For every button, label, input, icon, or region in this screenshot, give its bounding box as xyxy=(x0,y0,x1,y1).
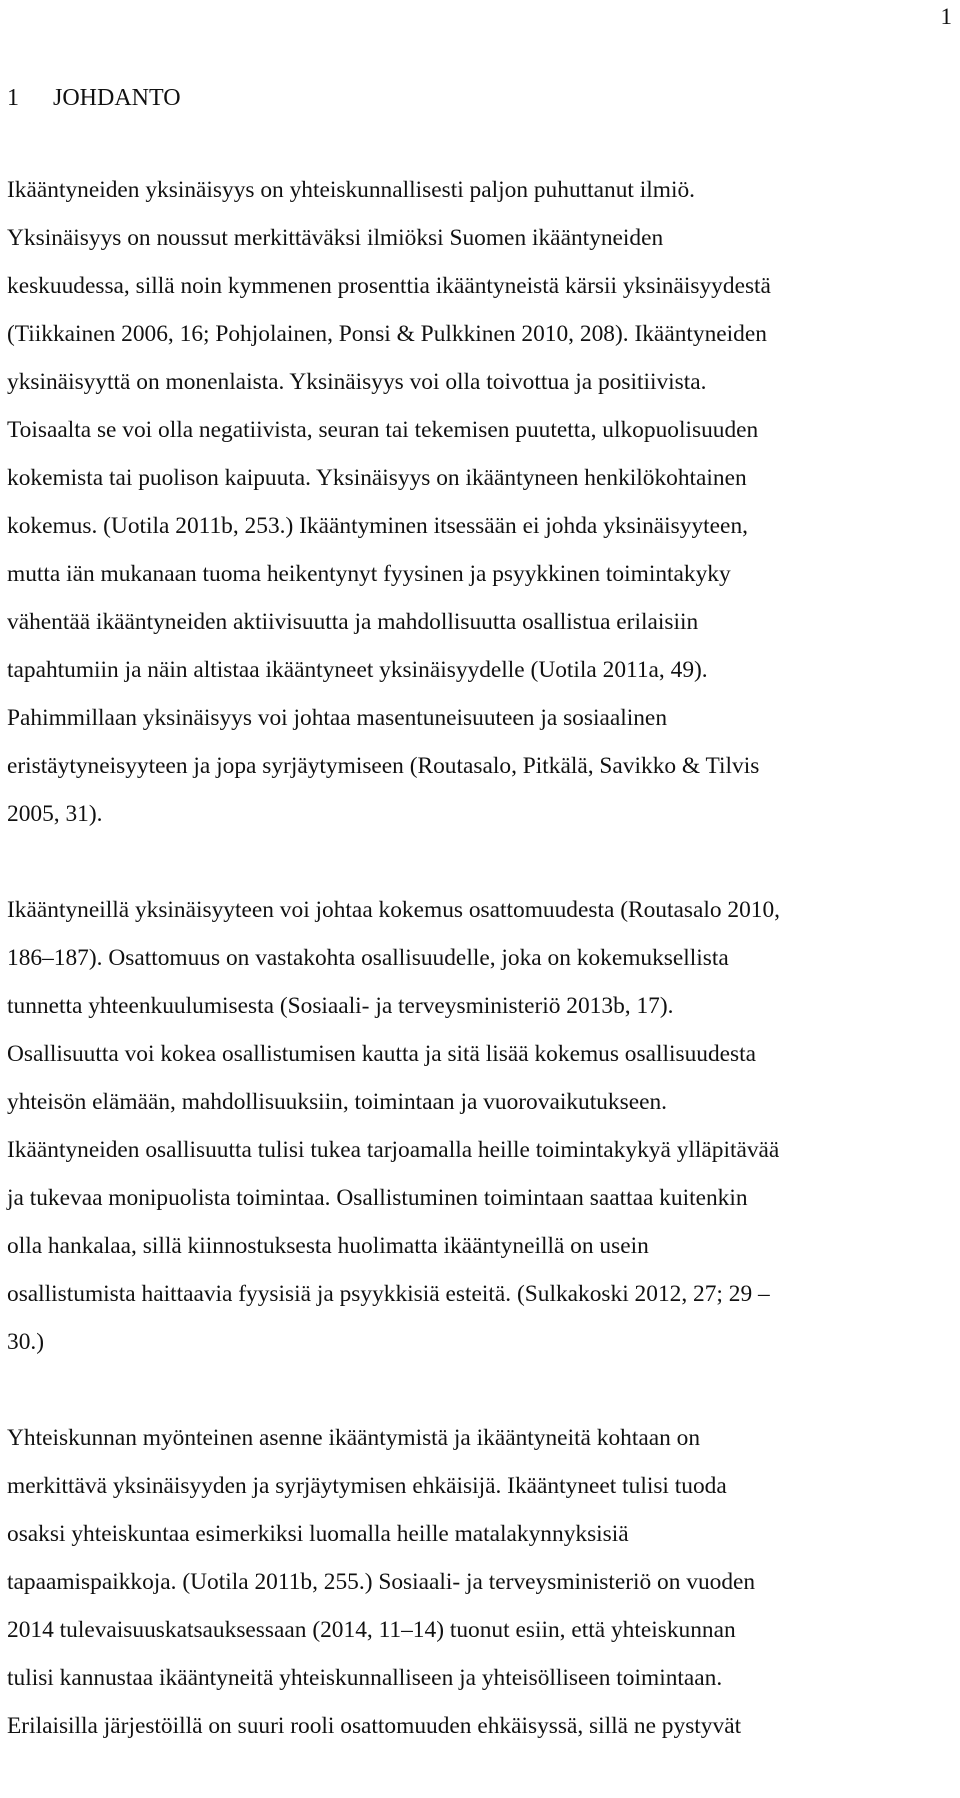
text-line: Yksinäisyys on noussut merkittäväksi ilmiöksi Suomen ikääntyneiden xyxy=(7,225,664,251)
text-line: (Tiikkainen 2006, 16; Pohjolainen, Ponsi & Pulkkinen 2010, 208). Ikääntyneiden xyxy=(7,321,767,347)
text-line: osaksi yhteiskuntaa esimerkiksi luomalla heille matalakynnyksisiä xyxy=(7,1521,629,1547)
text-line: vähentää ikääntyneiden aktiivisuutta ja mahdollisuutta osallistua erilaisiin xyxy=(7,609,699,635)
text-line: Toisaalta se voi olla negatiivista, seuran tai tekemisen puutetta, ulkopuolisuuden xyxy=(7,417,759,443)
text-line: ja tukevaa monipuolista toimintaa. Osallistuminen toimintaan saattaa kuitenkin xyxy=(7,1185,748,1211)
text-line: yhteisön elämään, mahdollisuuksiin, toimintaan ja vuorovaikutukseen. xyxy=(7,1089,668,1115)
text-line: Ikääntyneillä yksinäisyyteen voi johtaa kokemus osattomuudesta (Routasalo 2010, xyxy=(7,897,781,923)
text-line: eristäytyneisyyteen ja jopa syrjäytymiseen (Routasalo, Pitkälä, Savikko & Tilvis xyxy=(7,753,760,779)
text-line: osallistumista haittaavia fyysisiä ja psyykkisiä esteitä. (Sulkakoski 2012, 27; 29 – xyxy=(7,1281,770,1307)
text-line: 2014 tulevaisuuskatsauksessaan (2014, 11–14) tuonut esiin, että yhteiskunnan xyxy=(7,1617,736,1643)
chapter-heading xyxy=(7,80,957,116)
chapter-title: JOHDANTO xyxy=(53,85,181,111)
text-line: Ikääntyneiden osallisuutta tulisi tukea tarjoamalla heille toimintakykyä ylläpitävää xyxy=(7,1137,780,1163)
body-text xyxy=(7,166,957,1750)
text-line: Pahimmillaan yksinäisyys voi johtaa masentuneisuuteen ja sosiaalinen xyxy=(7,705,668,731)
text-line: yksinäisyyttä on monenlaista. Yksinäisyys voi olla toivottua ja positiivista. xyxy=(7,369,707,395)
text-line: tapaamispaikkoja. (Uotila 2011b, 255.) Sosiaali- ja terveysministeriö on vuoden xyxy=(7,1569,756,1595)
text-line: tunnetta yhteenkuulumisesta (Sosiaali- ja terveysministeriö 2013b, 17). xyxy=(7,993,674,1019)
page-number: 1 xyxy=(940,4,952,29)
paragraph-1 xyxy=(7,166,957,838)
text-line: Yhteiskunnan myönteinen asenne ikääntymistä ja ikääntyneitä kohtaan on xyxy=(7,1425,701,1451)
text-line: mutta iän mukanaan tuoma heikentynyt fyysinen ja psyykkinen toimintakyky xyxy=(7,561,731,587)
text-line: merkittävä yksinäisyyden ja syrjäytymisen ehkäisijä. Ikääntyneet tulisi tuoda xyxy=(7,1473,727,1499)
text-line: Ikääntyneiden yksinäisyys on yhteiskunnallisesti paljon puhuttanut ilmiö. xyxy=(7,177,695,203)
text-line: Erilaisilla järjestöillä on suuri rooli osattomuuden ehkäisyssä, sillä ne pystyvät xyxy=(7,1713,742,1739)
text-line: tulisi kannustaa ikääntyneitä yhteiskunnalliseen ja yhteisölliseen toimintaan. xyxy=(7,1665,723,1691)
paragraph-2 xyxy=(7,886,957,1366)
text-line: keskuudessa, sillä noin kymmenen prosenttia ikääntyneistä kärsii yksinäisyydestä xyxy=(7,273,771,299)
text-line: Osallisuutta voi kokea osallistumisen kautta ja sitä lisää kokemus osallisuudesta xyxy=(7,1041,757,1067)
page-content xyxy=(7,80,957,1798)
text-line: tapahtumiin ja näin altistaa ikääntyneet yksinäisyydelle (Uotila 2011a, 49). xyxy=(7,657,708,683)
text-line: kokemus. (Uotila 2011b, 253.) Ikääntyminen itsessään ei johda yksinäisyyteen, xyxy=(7,513,748,539)
text-line: 30.) xyxy=(7,1329,45,1355)
text-line: 2005, 31). xyxy=(7,801,103,827)
text-line: kokemista tai puolison kaipuuta. Yksinäisyys on ikääntyneen henkilökohtainen xyxy=(7,465,747,491)
paragraph-3 xyxy=(7,1414,957,1750)
chapter-number: 1 xyxy=(7,85,19,111)
text-line: 186–187). Osattomuus on vastakohta osallisuudelle, joka on kokemuksellista xyxy=(7,945,729,971)
text-line: olla hankalaa, sillä kiinnostuksesta huolimatta ikääntyneillä on usein xyxy=(7,1233,649,1259)
